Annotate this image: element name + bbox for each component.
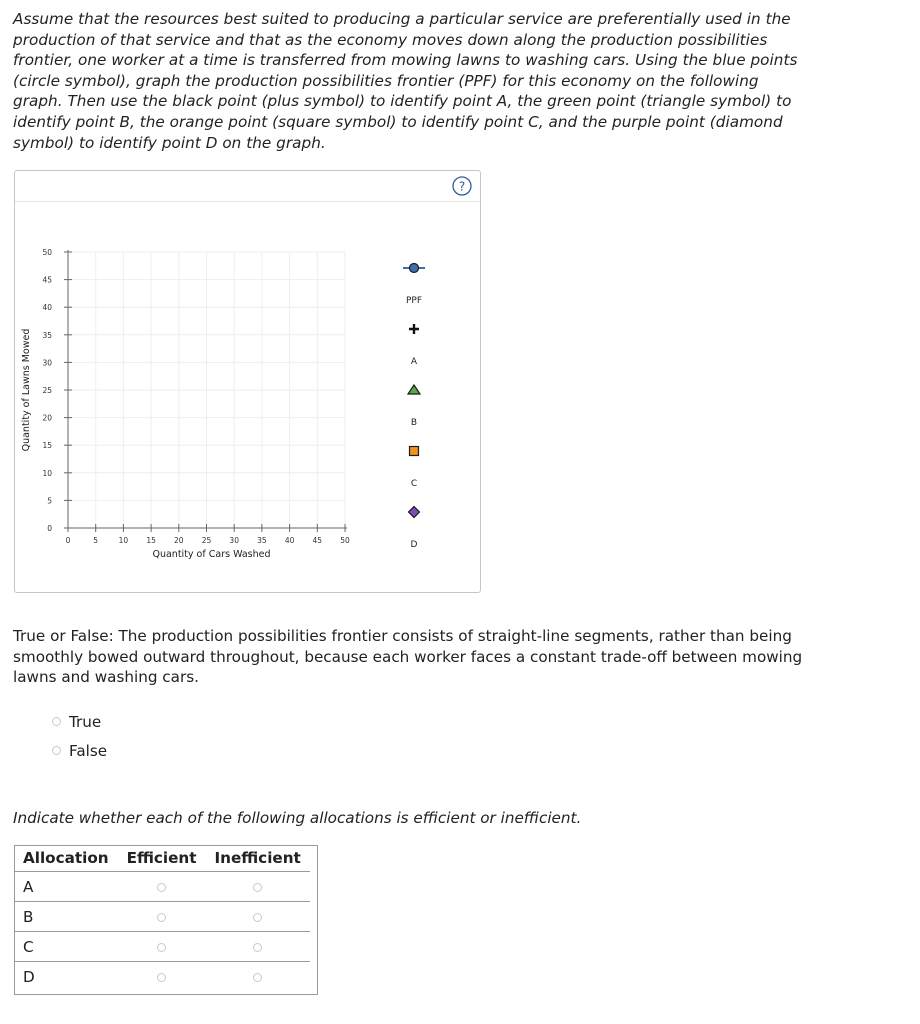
radio-inefficient-a[interactable]	[253, 883, 262, 892]
y-tick-label: 10	[42, 468, 52, 478]
table-row	[14, 902, 310, 932]
palette-ppf-label: PPF	[405, 296, 423, 306]
x-tick-label: 50	[340, 536, 350, 545]
y-axis-label: Quantity of Lawns Mowed	[21, 328, 32, 452]
palette-a-label: A	[410, 357, 418, 367]
tf-question-text: True or False: The production possibilities frontier consists of straight-line segments, rather than being smoothly bowed outward throughout, because each worker faces a constant trade-off between mowing lawns and washing cars.	[13, 627, 803, 687]
y-tick-label: 25	[42, 386, 52, 395]
radio-inefficient-b[interactable]	[253, 913, 262, 922]
radio-inefficient-d[interactable]	[253, 973, 262, 982]
x-tick-label: 40	[284, 536, 295, 545]
x-tick-label: 30	[229, 536, 239, 545]
palette-d-label: D	[410, 540, 418, 550]
allocation-label-b: B	[14, 902, 118, 932]
x-tick-label: 15	[146, 536, 156, 545]
tf-option-false[interactable]	[52, 736, 107, 765]
x-tick-label: 45	[312, 536, 323, 545]
inefficient-cell-b	[205, 902, 309, 932]
inefficient-cell-c	[205, 932, 309, 962]
y-tick-label: 20	[42, 413, 52, 423]
tf-option-true[interactable]	[52, 707, 107, 736]
allocation-label-c: C	[14, 932, 118, 962]
x-tick-label: 20	[174, 536, 184, 545]
palette-c-label: C	[410, 479, 418, 489]
y-tick-label: 35	[42, 330, 52, 340]
radio-efficient-b[interactable]	[157, 913, 166, 922]
tf-option-false-label: False	[69, 741, 108, 760]
allocation-intro-text: Indicate whether each of the following allocations is efficient or inefficient.	[13, 809, 582, 827]
radio-efficient-c[interactable]	[157, 943, 166, 952]
svg-text:?: ?	[458, 179, 466, 194]
radio-true[interactable]	[52, 717, 61, 726]
inefficient-cell-a	[205, 872, 309, 902]
efficient-cell-a	[118, 872, 206, 902]
allocation-label-a: A	[14, 872, 118, 902]
x-tick-label: 5	[93, 536, 99, 545]
palette-b-label: B	[410, 418, 418, 428]
y-tick-label: 45	[42, 275, 52, 285]
x-tick-label: 35	[257, 536, 267, 545]
y-tick-label: 50	[42, 248, 52, 257]
table-row	[14, 962, 310, 992]
tf-options	[52, 707, 107, 765]
ppf-chart[interactable]	[15, 171, 480, 592]
y-tick-label: 40	[42, 303, 52, 313]
header-allocation: Allocation	[14, 845, 118, 872]
radio-efficient-a[interactable]	[157, 883, 166, 892]
graph-panel	[14, 170, 481, 593]
header-inefficient: Inefficient	[205, 845, 309, 872]
y-tick-label: 15	[42, 441, 52, 451]
x-tick-label: 0	[65, 536, 71, 545]
palette-d-diamond-marker	[409, 507, 420, 518]
x-axis-label: Quantity of Cars Washed	[152, 549, 271, 560]
x-tick-label: 10	[118, 536, 129, 545]
radio-false[interactable]	[52, 746, 61, 755]
efficient-cell-c	[118, 932, 206, 962]
y-tick-label: 0	[47, 524, 52, 533]
radio-inefficient-c[interactable]	[253, 943, 262, 952]
table-row	[14, 932, 310, 962]
y-tick-label: 30	[42, 358, 52, 368]
y-tick-label: 5	[47, 496, 52, 506]
x-tick-label: 25	[201, 536, 212, 545]
allocation-label-d: D	[14, 962, 118, 992]
palette-b-triangle-marker	[408, 385, 420, 394]
tf-option-true-label: True	[69, 712, 102, 731]
allocation-table-header	[14, 845, 310, 872]
efficient-cell-b	[118, 902, 206, 932]
palette-ppf-circle-marker	[410, 264, 419, 273]
inefficient-cell-d	[205, 962, 309, 992]
table-row	[14, 872, 310, 902]
radio-efficient-d[interactable]	[157, 973, 166, 982]
allocation-table	[14, 845, 310, 992]
header-efficient: Efficient	[118, 845, 206, 872]
efficient-cell-d	[118, 962, 206, 992]
palette-a-plus-marker	[409, 324, 419, 334]
instructions-text: Assume that the resources best suited to producing a particular service are preferentially used in the production of that service and that as the economy moves down along the production possibilities frontier, one worker at a time is transferred from mowing lawns to washing cars. Using the blue points (circle symbol), graph the production possibilities frontier (PPF) for this economy on the following graph. Then use the black point (plus symbol) to identify point A, the green point (triangle symbol) to identify point B, the orange point (square symbol) to identify point C, and the purple point (diamond symbol) to identify point D on the graph.	[13, 10, 798, 152]
palette-c-square-marker	[410, 447, 419, 456]
